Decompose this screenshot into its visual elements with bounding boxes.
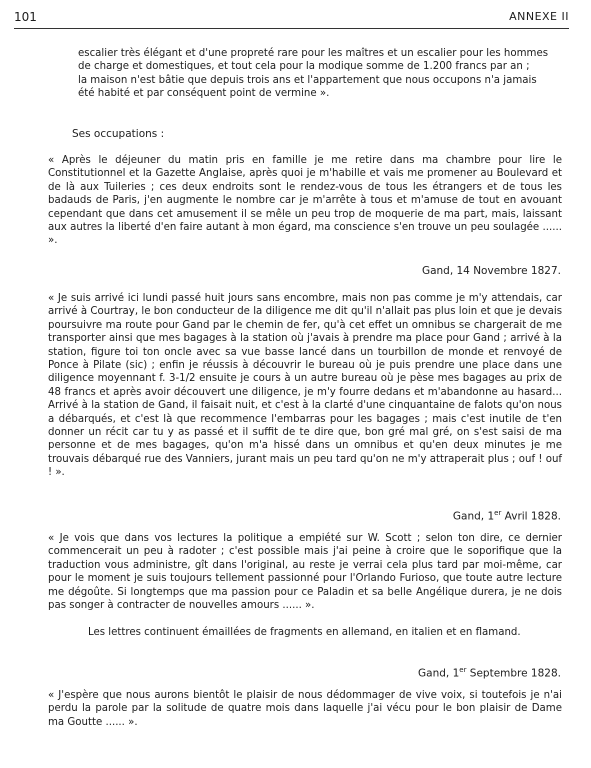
date-line-2-superscript: er	[494, 509, 502, 517]
quote-paragraph-1: « Après le déjeuner du matin pris en famille je me retire dans ma chambre pour lire le Constitutionnel et la Gazette Anglaise, après quoi je m'habille et vais me promener au Boulevard et de là aux Tuileries ; ces deux endroits sont le rendez-vous de tous les étrangers et de tous les badauds de Paris, j'en augmente le nombre car je m'arrête à tous et m'amuse de tout en avouant cependant que dans cet amusement il se mêle un peu trop de moquerie de ma part, mais, laissant aux autres la liberté d'en faire autant à mon égard, ma conscience s'en trouve un peu soulagée ...... ».	[48, 155, 562, 247]
page-header	[14, 10, 569, 29]
date-line-1: Gand, 14 Novembre 1827.	[421, 265, 561, 277]
running-title: ANNEXE II	[509, 10, 569, 23]
date-line-3	[418, 666, 561, 680]
date-line-3-suffix: Septembre 1828.	[466, 667, 561, 680]
quote-paragraph-3: « Je vois que dans vos lectures la politique a empiété sur W. Scott ; selon ton dire, ce dernier commencerait un peu à radoter ; c'est possible mais j'ai peine à croire que le soporifique que la traduction vous administre, gît dans l'original, au reste je verrai cela plus tard par moi-même, car pour le moment je suis toujours tellement passionné pour l'Orlando Furioso, que toute autre lecture me dégoûte. Si longtemps que ma passion pour ce Paladin et sa belle Angélique durera, je ne dois pas songer à contracter de nouvelles amours ...... ».	[48, 533, 562, 612]
date-line-2-prefix: Gand, 1	[452, 510, 495, 523]
date-line-3-prefix: Gand, 1	[418, 667, 460, 680]
page-number: 101	[14, 10, 37, 24]
date-line-2	[453, 509, 561, 523]
narrative-line: Les lettres continuent émaillées de fragments en allemand, en italien et en flamand.	[88, 627, 521, 638]
quote-paragraph-4: « J'espère que nous aurons bientôt le plaisir de nous dédommager de vive voix, si toutefois je n'ai perdu la parole par la solitude de quatre mois dans laquelle j'ai vécu pour le bon plaisir de Dame ma Goutte ...... ».	[48, 690, 562, 728]
date-line-2-suffix: Avril 1828.	[501, 510, 561, 523]
section-heading-occupations: Ses occupations :	[72, 128, 165, 140]
date-line-3-superscript: er	[459, 666, 467, 674]
paragraph-continuation: escalier très élégant et d'une propreté rare pour les maîtres et un escalier pour les hommes de charge et domestiques, et tout cela pour la modique somme de 1.200 francs par an ; la maison n'est bâtie que depuis trois ans et l'appartement que nous occupons n'a jamais été habité et par conséquent point de vermine ».	[78, 48, 549, 100]
quote-paragraph-2: « Je suis arrivé ici lundi passé huit jours sans encombre, mais non pas comme je m'y attendais, car arrivé à Courtray, le bon conducteur de la diligence me dit qu'il n'allait pas plus loin et que je devais poursuivre ma route pour Gand par le chemin de fer, qu'à cet effet un omnibus se chargerait de me transporter ainsi que mes bagages à la station où j'avais à prendre ma place pour Gand ; arrivé à la station, figure toi ton oncle avec sa vue basse lancé dans un tourbillon de monde et renvoyé de Ponce à Pilate (sic) ; enfin je réussis à découvrir le bureau où je puis prendre une place dans une diligence moyennant f. 3-1/2 ensuite je cours à un autre bureau où je pèse mes bagages au prix de 48 francs et après avoir découvert une diligence, je m'y fourre dedans et m'abandonne au hasard... Arrivé à la station de Gand, il faisait nuit, et c'est à la clarté d'une cinquantaine de falots qu'on nous a débarqués, et c'est là que recommence l'embarras pour les bagages ; mais c'est inutile de t'en donner un récit car tu y as passé et il suffit de te dire que, bon gré mal gré, on s'est saisi de ma personne et de mes bagages, qu'on m'a hissé dans un omnibus et qu'en deux minutes je me trouvais débarqué rue des Vanniers, jurant mais un peu tard qu'on ne m'y attraperait plus ; ouf ! ouf ! ».	[48, 293, 562, 479]
